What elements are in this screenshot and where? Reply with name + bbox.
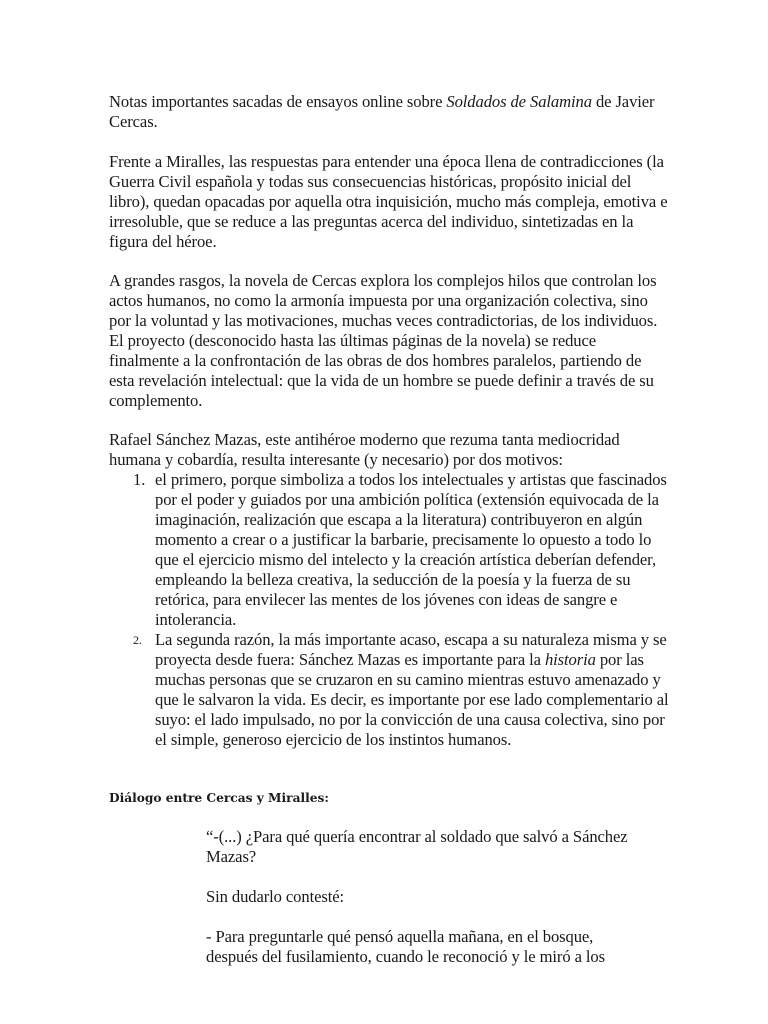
list-item: [133, 470, 669, 630]
list-item: [133, 630, 669, 750]
paragraph-miralles: Frente a Miralles, las respuestas para entender una época llena de contradicciones (la Guerra Civil española y todas sus consecuencias históricas, propósito inicial del libro), quedan opacadas por aquella otra inquisición, mucho más compleja, emotiva e irresoluble, que se reduce a las preguntas acerca del individuo, sintetizadas en la figura del héroe.: [109, 152, 668, 251]
reasons-list: [109, 470, 669, 750]
quote-line: - Para preguntarle qué pensó aquella mañana, en el bosque, después del fusilamiento, cuando le reconoció y le miró a los: [206, 927, 605, 966]
book-title: Soldados de Salamina: [446, 92, 592, 111]
list-item-emphasis: historia: [544, 650, 596, 669]
reasons-intro: Rafael Sánchez Mazas, este antihéroe moderno que rezuma tanta mediocridad humana y cobardía, resulta interesante (y necesario) por dos motivos:: [109, 430, 620, 469]
dialog-heading: Diálogo entre Cercas y Miralles:: [109, 791, 329, 805]
paragraph-novel-summary: A grandes rasgos, la novela de Cercas explora los complejos hilos que controlan los actos humanos, no como la armonía impuesta por una organización colectiva, sino por la voluntad y las motivaciones, muchas veces contradictorias, de los individuos. El proyecto (desconocido hasta las últimas páginas de la novela) se reduce finalmente a la confrontación de las obras de dos hombres paralelos, partiendo de esta revelación intelectual: que la vida de un hombre se puede definir a través de su complemento.: [109, 271, 658, 410]
quote-line: “-(...) ¿Para qué quería encontrar al soldado que salvó a Sánchez Mazas?: [206, 827, 628, 866]
list-item-text: el primero, porque simboliza a todos los intelectuales y artistas que fascinados por el poder y guiados por una ambición política (extensión equivocada de la imaginación, realización que escapa a la literatura) contribuyeron en algún momento a crear o a justificar la barbarie, precisamente lo opuesto a todo lo que el ejercicio mismo del intelecto y la creación artística deberían defender, empleando la belleza creativa, la seducción de la poesía y la fuerza de su retórica, para envilecer las mentes de los jóvenes con ideas de sangre e intolerancia.: [155, 470, 667, 629]
list-item-text: La segunda razón, la más importante acaso, escapa a su naturaleza misma y se proyecta desde fuera: Sánchez Mazas es importante para la: [155, 630, 667, 669]
list-number: 2.: [133, 633, 142, 647]
list-item-text: por las muchas personas que se cruzaron en su camino mientras estuvo amenazado y que le salvaron la vida. Es decir, es importante por ese lado complementario al suyo: el lado impulsado, no por la convicción de una causa colectiva, sino por el simple, generoso ejercicio de los instintos humanos.: [155, 650, 669, 749]
intro-text: Notas importantes sacadas de ensayos online sobre: [109, 92, 447, 111]
list-number: 1.: [133, 470, 146, 489]
quote-line: Sin dudarlo contesté:: [206, 887, 344, 906]
intro-author: de Javier Cercas.: [109, 92, 655, 131]
intro-paragraph: [109, 92, 669, 132]
document-page: [109, 92, 669, 967]
dialog-quote-block: [198, 827, 643, 967]
